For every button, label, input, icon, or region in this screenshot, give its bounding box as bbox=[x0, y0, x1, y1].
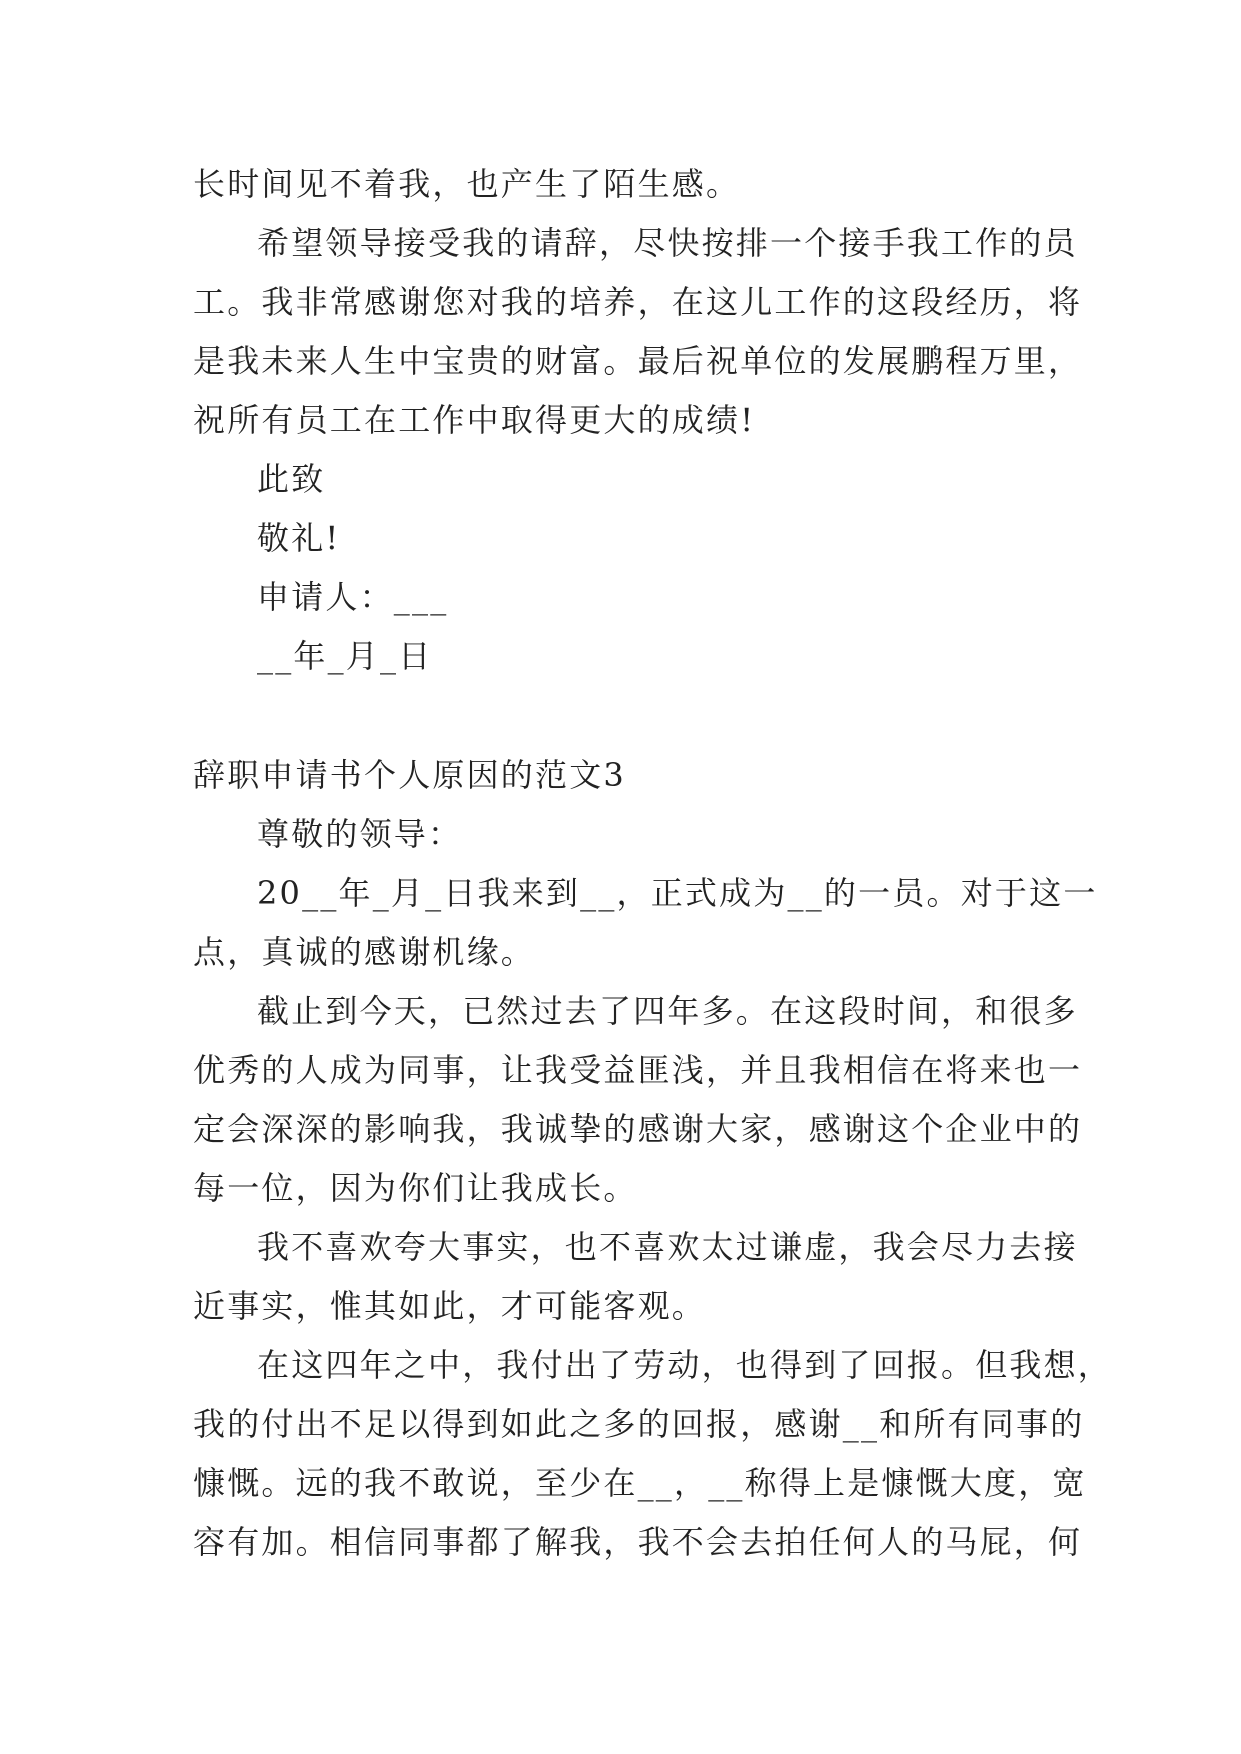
text-line: 容有加。相信同事都了解我，我不会去拍任何人的马屁，何 bbox=[193, 1523, 1083, 1561]
closing-salutation: 此致 bbox=[257, 460, 326, 498]
text-line: 每一位，因为你们让我成长。 bbox=[193, 1169, 638, 1207]
text-line: 工。我非常感谢您对我的培养，在这儿工作的这段经历，将 bbox=[193, 283, 1083, 321]
closing-regards: 敬礼! bbox=[257, 519, 341, 557]
text-line: 点，真诚的感谢机缘。 bbox=[193, 933, 536, 971]
text-line: 长时间见不着我，也产生了陌生感。 bbox=[193, 165, 741, 203]
date-line: __年_月_日 bbox=[257, 637, 433, 675]
text-line: 慷慨。远的我不敢说，至少在__，__称得上是慷慨大度，宽 bbox=[193, 1464, 1087, 1502]
text-line: 我的付出不足以得到如此之多的回报，感谢__和所有同事的 bbox=[193, 1405, 1085, 1443]
text-line: 定会深深的影响我，我诚挚的感谢大家，感谢这个企业中的 bbox=[193, 1110, 1083, 1148]
greeting: 尊敬的领导： bbox=[257, 815, 463, 853]
text-line: 优秀的人成为同事，让我受益匪浅，并且我相信在将来也一 bbox=[193, 1051, 1083, 1089]
section-title: 辞职申请书个人原因的范文3 bbox=[193, 756, 626, 794]
text-line: 是我未来人生中宝贵的财富。最后祝单位的发展鹏程万里， bbox=[193, 342, 1083, 380]
text-line: 截止到今天，已然过去了四年多。在这段时间，和很多 bbox=[257, 992, 1078, 1030]
text-line: 希望领导接受我的请辞，尽快按排一个接手我工作的员 bbox=[257, 224, 1078, 262]
text-line: 祝所有员工在工作中取得更大的成绩! bbox=[193, 401, 756, 439]
text-line: 近事实，惟其如此，才可能客观。 bbox=[193, 1287, 707, 1325]
text-line: 20__年_月_日我来到__，正式成为__的一员。对于这一 bbox=[257, 874, 1098, 912]
text-line: 在这四年之中，我付出了劳动，也得到了回报。但我想， bbox=[257, 1346, 1113, 1384]
applicant-line: 申请人：___ bbox=[257, 578, 449, 616]
text-line: 我不喜欢夸大事实，也不喜欢太过谦虚，我会尽力去接 bbox=[257, 1228, 1078, 1266]
